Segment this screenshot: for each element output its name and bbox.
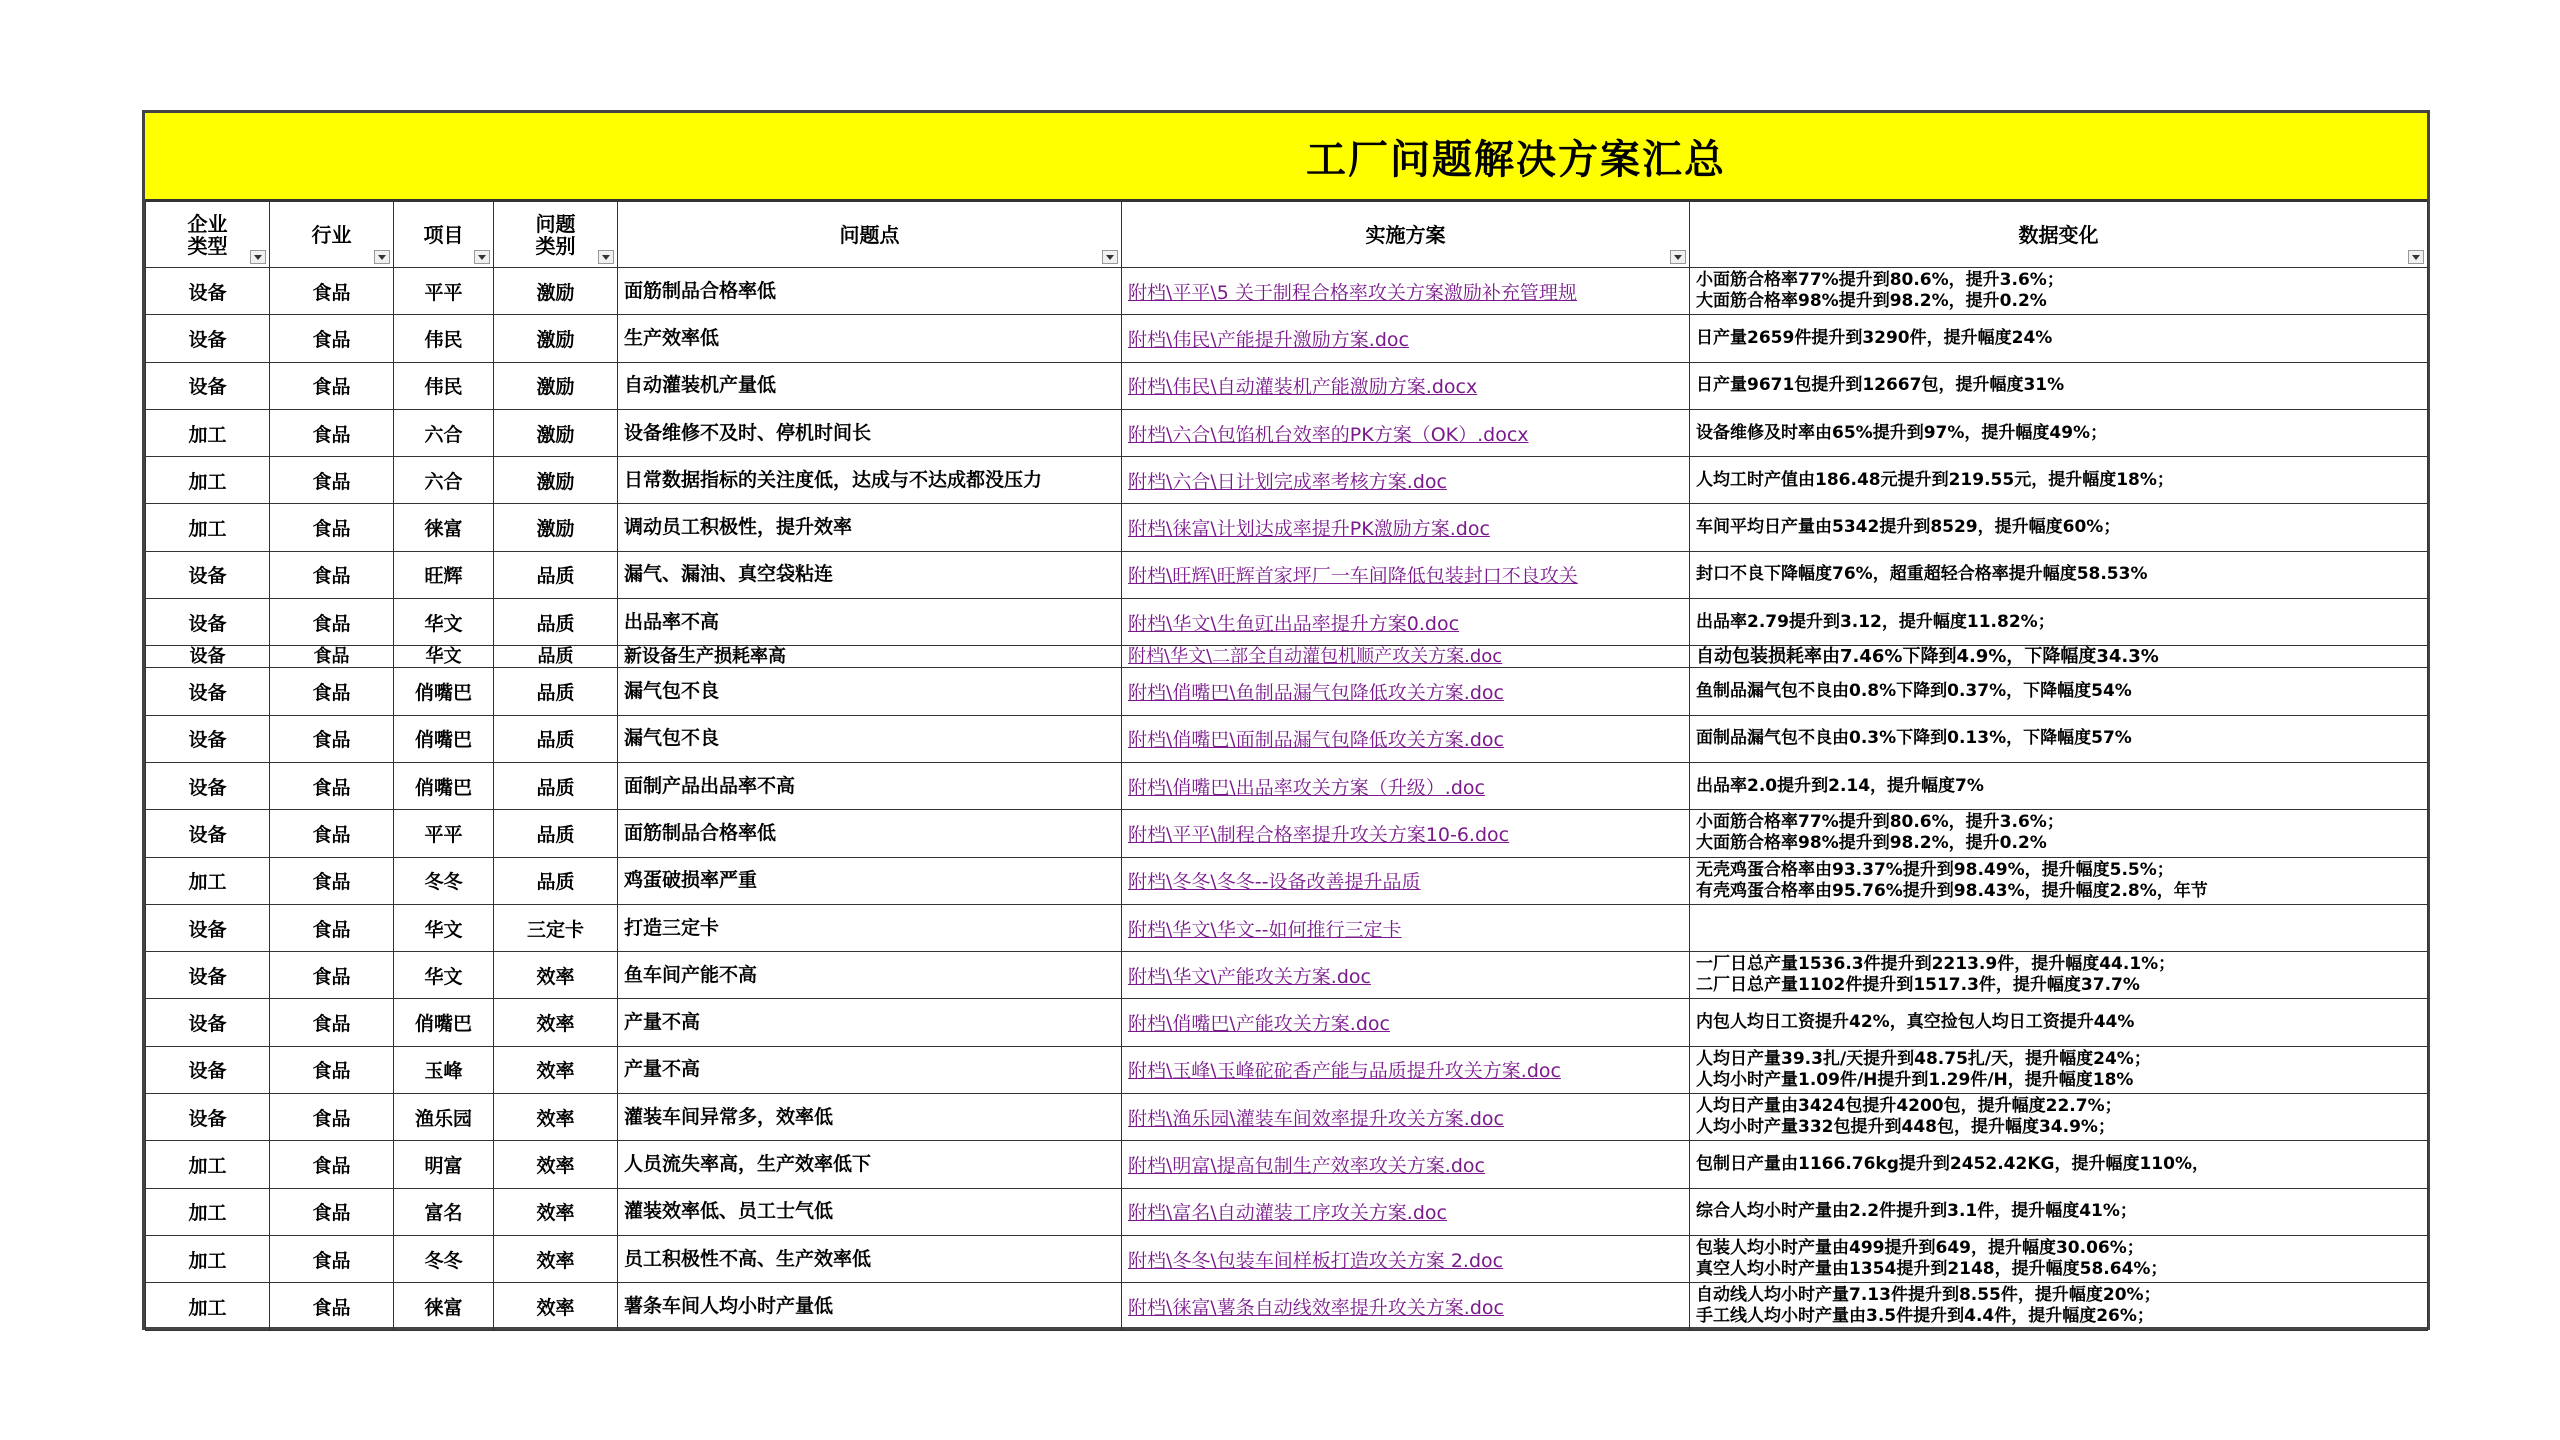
cell-project: 俏嘴巴 bbox=[394, 715, 494, 762]
cell-enterprise-type: 设备 bbox=[146, 268, 270, 315]
title-bar bbox=[145, 113, 2427, 201]
cell-problem: 薯条车间人均小时产量低 bbox=[618, 1283, 1122, 1330]
cell-enterprise-type: 设备 bbox=[146, 1046, 270, 1093]
cell-enterprise-type: 设备 bbox=[146, 315, 270, 362]
cell-solution-link[interactable]: 附档\冬冬\冬冬--设备改善提升品质 bbox=[1122, 857, 1690, 904]
cell-enterprise-type: 加工 bbox=[146, 1235, 270, 1282]
cell-category: 激励 bbox=[494, 504, 618, 551]
cell-industry: 食品 bbox=[270, 1141, 394, 1188]
cell-problem: 人员流失率高，生产效率低下 bbox=[618, 1141, 1122, 1188]
header-label: 项目 bbox=[423, 222, 464, 247]
filter-dropdown-icon[interactable] bbox=[250, 250, 266, 264]
cell-solution-link[interactable]: 附档\旺辉\旺辉首家坪厂一车间降低包装封口不良攻关 bbox=[1122, 551, 1690, 598]
cell-solution-link[interactable]: 附档\华文\华文--如何推行三定卡 bbox=[1122, 904, 1690, 951]
header-industry bbox=[270, 202, 394, 268]
cell-enterprise-type: 设备 bbox=[146, 362, 270, 409]
cell-enterprise-type: 设备 bbox=[146, 810, 270, 857]
cell-enterprise-type: 设备 bbox=[146, 952, 270, 999]
cell-category: 品质 bbox=[494, 715, 618, 762]
cell-problem: 灌装效率低、员工士气低 bbox=[618, 1188, 1122, 1235]
cell-enterprise-type: 设备 bbox=[146, 551, 270, 598]
cell-industry: 食品 bbox=[270, 904, 394, 951]
header-label: 问题 类别 bbox=[535, 211, 576, 258]
header-label: 数据变化 bbox=[2018, 222, 2099, 247]
cell-project: 俏嘴巴 bbox=[394, 762, 494, 809]
cell-problem: 鸡蛋破损率严重 bbox=[618, 857, 1122, 904]
cell-project: 俏嘴巴 bbox=[394, 668, 494, 715]
table-row bbox=[146, 857, 2428, 904]
table-row bbox=[146, 409, 2428, 456]
cell-category: 效率 bbox=[494, 952, 618, 999]
cell-project: 华文 bbox=[394, 952, 494, 999]
cell-industry: 食品 bbox=[270, 1046, 394, 1093]
cell-solution-link[interactable]: 附档\华文\二部全自动灌包机顺产攻关方案.doc bbox=[1122, 646, 1690, 668]
cell-project: 华文 bbox=[394, 646, 494, 668]
cell-data-change: 车间平均日产量由5342提升到8529，提升幅度60%； bbox=[1690, 504, 2428, 551]
cell-industry: 食品 bbox=[270, 1235, 394, 1282]
table-row bbox=[146, 1235, 2428, 1282]
table-row bbox=[146, 1188, 2428, 1235]
cell-problem: 调动员工积极性，提升效率 bbox=[618, 504, 1122, 551]
cell-data-change: 日产量9671包提升到12667包，提升幅度31% bbox=[1690, 362, 2428, 409]
table-row bbox=[146, 1046, 2428, 1093]
cell-industry: 食品 bbox=[270, 1094, 394, 1141]
cell-solution-link[interactable]: 附档\渔乐园\灌装车间效率提升攻关方案.doc bbox=[1122, 1094, 1690, 1141]
cell-category: 三定卡 bbox=[494, 904, 618, 951]
cell-project: 俏嘴巴 bbox=[394, 999, 494, 1046]
cell-enterprise-type: 设备 bbox=[146, 599, 270, 646]
cell-category: 效率 bbox=[494, 1188, 618, 1235]
header-problem bbox=[618, 202, 1122, 268]
cell-project: 平平 bbox=[394, 268, 494, 315]
table-row bbox=[146, 457, 2428, 504]
cell-enterprise-type: 加工 bbox=[146, 857, 270, 904]
table-row bbox=[146, 1094, 2428, 1141]
cell-category: 品质 bbox=[494, 668, 618, 715]
cell-project: 玉峰 bbox=[394, 1046, 494, 1093]
cell-data-change bbox=[1690, 904, 2428, 951]
cell-category: 效率 bbox=[494, 1094, 618, 1141]
cell-enterprise-type: 设备 bbox=[146, 668, 270, 715]
cell-category: 品质 bbox=[494, 599, 618, 646]
cell-data-change: 设备维修及时率由65%提升到97%，提升幅度49%； bbox=[1690, 409, 2428, 456]
cell-industry: 食品 bbox=[270, 268, 394, 315]
cell-project: 冬冬 bbox=[394, 1235, 494, 1282]
cell-data-change: 无壳鸡蛋合格率由93.37%提升到98.49%，提升幅度5.5%； 有壳鸡蛋合格率由95.76%提升到98.43%，提升幅度2.8%，年节 bbox=[1690, 857, 2428, 904]
cell-project: 华文 bbox=[394, 904, 494, 951]
cell-data-change: 出品率2.79提升到3.12，提升幅度11.82%； bbox=[1690, 599, 2428, 646]
cell-industry: 食品 bbox=[270, 952, 394, 999]
cell-enterprise-type: 设备 bbox=[146, 762, 270, 809]
cell-solution-link[interactable]: 附档\华文\产能攻关方案.doc bbox=[1122, 952, 1690, 999]
spreadsheet bbox=[142, 110, 2430, 1330]
cell-problem: 面制产品出品率不高 bbox=[618, 762, 1122, 809]
cell-solution-link[interactable]: 附档\明富\提高包制生产效率攻关方案.doc bbox=[1122, 1141, 1690, 1188]
table-row bbox=[146, 315, 2428, 362]
cell-problem: 生产效率低 bbox=[618, 315, 1122, 362]
header-data-change bbox=[1690, 202, 2428, 268]
cell-industry: 食品 bbox=[270, 1188, 394, 1235]
cell-industry: 食品 bbox=[270, 999, 394, 1046]
cell-enterprise-type: 设备 bbox=[146, 1094, 270, 1141]
header-row bbox=[146, 202, 2428, 268]
cell-category: 激励 bbox=[494, 362, 618, 409]
cell-enterprise-type: 设备 bbox=[146, 646, 270, 668]
cell-data-change: 日产量2659件提升到3290件，提升幅度24% bbox=[1690, 315, 2428, 362]
cell-data-change: 人均工时产值由186.48元提升到219.55元，提升幅度18%； bbox=[1690, 457, 2428, 504]
cell-problem: 日常数据指标的关注度低，达成与不达成都没压力 bbox=[618, 457, 1122, 504]
cell-enterprise-type: 加工 bbox=[146, 1141, 270, 1188]
cell-data-change: 综合人均小时产量由2.2件提升到3.1件，提升幅度41%； bbox=[1690, 1188, 2428, 1235]
cell-problem: 灌装车间异常多，效率低 bbox=[618, 1094, 1122, 1141]
header-label: 问题点 bbox=[839, 222, 900, 247]
filter-dropdown-icon[interactable] bbox=[1102, 250, 1118, 264]
cell-industry: 食品 bbox=[270, 810, 394, 857]
cell-data-change: 一厂日总产量1536.3件提升到2213.9件，提升幅度44.1%； 二厂日总产量1102件提升到1517.3件，提升幅度37.7% bbox=[1690, 952, 2428, 999]
cell-industry: 食品 bbox=[270, 504, 394, 551]
cell-industry: 食品 bbox=[270, 857, 394, 904]
cell-industry: 食品 bbox=[270, 715, 394, 762]
cell-solution-link[interactable]: 附档\俏嘴巴\产能攻关方案.doc bbox=[1122, 999, 1690, 1046]
cell-solution-link[interactable]: 附档\平平\制程合格率提升攻关方案10-6.doc bbox=[1122, 810, 1690, 857]
cell-problem: 新设备生产损耗率高 bbox=[618, 646, 1122, 668]
cell-industry: 食品 bbox=[270, 762, 394, 809]
cell-category: 效率 bbox=[494, 1235, 618, 1282]
cell-category: 品质 bbox=[494, 646, 618, 668]
cell-project: 六合 bbox=[394, 409, 494, 456]
cell-enterprise-type: 加工 bbox=[146, 1188, 270, 1235]
cell-solution-link[interactable]: 附档\伟民\产能提升激励方案.doc bbox=[1122, 315, 1690, 362]
cell-data-change: 面制品漏气包不良由0.3%下降到0.13%，下降幅度57% bbox=[1690, 715, 2428, 762]
cell-project: 明富 bbox=[394, 1141, 494, 1188]
cell-problem: 鱼车间产能不高 bbox=[618, 952, 1122, 999]
cell-enterprise-type: 加工 bbox=[146, 1283, 270, 1330]
cell-category: 效率 bbox=[494, 1141, 618, 1188]
filter-dropdown-icon[interactable] bbox=[374, 250, 390, 264]
cell-industry: 食品 bbox=[270, 551, 394, 598]
cell-industry: 食品 bbox=[270, 646, 394, 668]
cell-project: 徕富 bbox=[394, 1283, 494, 1330]
cell-category: 激励 bbox=[494, 268, 618, 315]
filter-dropdown-icon[interactable] bbox=[474, 250, 490, 264]
cell-data-change: 小面筋合格率77%提升到80.6%，提升3.6%； 大面筋合格率98%提升到98.2%，提升0.2% bbox=[1690, 810, 2428, 857]
cell-solution-link[interactable]: 附档\俏嘴巴\出品率攻关方案（升级）.doc bbox=[1122, 762, 1690, 809]
table-row bbox=[146, 715, 2428, 762]
cell-data-change: 自动包装损耗率由7.46%下降到4.9%，下降幅度34.3% bbox=[1690, 646, 2428, 668]
header-enterprise-type bbox=[146, 202, 270, 268]
cell-category: 激励 bbox=[494, 315, 618, 362]
cell-enterprise-type: 加工 bbox=[146, 504, 270, 551]
cell-category: 品质 bbox=[494, 551, 618, 598]
solutions-table bbox=[145, 201, 2428, 1331]
cell-enterprise-type: 设备 bbox=[146, 904, 270, 951]
cell-project: 华文 bbox=[394, 599, 494, 646]
header-label: 企业 类型 bbox=[187, 211, 228, 258]
cell-solution-link[interactable]: 附档\富名\自动灌装工序攻关方案.doc bbox=[1122, 1188, 1690, 1235]
cell-data-change: 内包人均日工资提升42%，真空捡包人均日工资提升44% bbox=[1690, 999, 2428, 1046]
cell-category: 效率 bbox=[494, 1046, 618, 1093]
header-label: 实施方案 bbox=[1365, 222, 1446, 247]
cell-solution-link[interactable]: 附档\徕富\计划达成率提升PK激励方案.doc bbox=[1122, 504, 1690, 551]
cell-category: 激励 bbox=[494, 409, 618, 456]
cell-problem: 出品率不高 bbox=[618, 599, 1122, 646]
cell-problem: 漏气、漏油、真空袋粘连 bbox=[618, 551, 1122, 598]
cell-category: 品质 bbox=[494, 762, 618, 809]
cell-category: 效率 bbox=[494, 999, 618, 1046]
cell-solution-link[interactable]: 附档\六合\包馅机台效率的PK方案（OK）.docx bbox=[1122, 409, 1690, 456]
cell-industry: 食品 bbox=[270, 1283, 394, 1330]
cell-problem: 设备维修不及时、停机时间长 bbox=[618, 409, 1122, 456]
table-row bbox=[146, 904, 2428, 951]
cell-solution-link[interactable]: 附档\六合\日计划完成率考核方案.doc bbox=[1122, 457, 1690, 504]
cell-problem: 面筋制品合格率低 bbox=[618, 268, 1122, 315]
cell-solution-link[interactable]: 附档\俏嘴巴\鱼制品漏气包降低攻关方案.doc bbox=[1122, 668, 1690, 715]
cell-solution-link[interactable]: 附档\华文\生鱼豇出品率提升方案0.doc bbox=[1122, 599, 1690, 646]
cell-data-change: 包装人均小时产量由499提升到649，提升幅度30.06%； 真空人均小时产量由1354提升到2148，提升幅度58.64%； bbox=[1690, 1235, 2428, 1282]
cell-industry: 食品 bbox=[270, 599, 394, 646]
table-row bbox=[146, 551, 2428, 598]
cell-project: 冬冬 bbox=[394, 857, 494, 904]
cell-data-change: 包制日产量由1166.76kg提升到2452.42KG，提升幅度110%， bbox=[1690, 1141, 2428, 1188]
cell-problem: 面筋制品合格率低 bbox=[618, 810, 1122, 857]
filter-dropdown-icon[interactable] bbox=[2408, 250, 2424, 264]
filter-dropdown-icon[interactable] bbox=[598, 250, 614, 264]
cell-problem: 产量不高 bbox=[618, 1046, 1122, 1093]
cell-problem: 打造三定卡 bbox=[618, 904, 1122, 951]
header-solution bbox=[1122, 202, 1690, 268]
cell-problem: 漏气包不良 bbox=[618, 715, 1122, 762]
cell-solution-link[interactable]: 附档\冬冬\包装车间样板打造攻关方案 2.doc bbox=[1122, 1235, 1690, 1282]
table-body bbox=[146, 268, 2428, 1331]
table-row bbox=[146, 362, 2428, 409]
cell-industry: 食品 bbox=[270, 668, 394, 715]
cell-project: 徕富 bbox=[394, 504, 494, 551]
cell-category: 品质 bbox=[494, 810, 618, 857]
cell-problem: 漏气包不良 bbox=[618, 668, 1122, 715]
header-label: 行业 bbox=[311, 222, 352, 247]
cell-data-change: 自动线人均小时产量7.13件提升到8.55件，提升幅度20%； 手工线人均小时产量由3.5件提升到4.4件，提升幅度26%； bbox=[1690, 1283, 2428, 1330]
table-row bbox=[146, 810, 2428, 857]
cell-problem: 产量不高 bbox=[618, 999, 1122, 1046]
filter-dropdown-icon[interactable] bbox=[1670, 250, 1686, 264]
cell-category: 效率 bbox=[494, 1283, 618, 1330]
cell-enterprise-type: 加工 bbox=[146, 457, 270, 504]
header-project bbox=[394, 202, 494, 268]
cell-data-change: 人均日产量由3424包提升4200包，提升幅度22.7%； 人均小时产量332包提升到448包，提升幅度34.9%； bbox=[1690, 1094, 2428, 1141]
table-row bbox=[146, 999, 2428, 1046]
cell-project: 平平 bbox=[394, 810, 494, 857]
cell-enterprise-type: 加工 bbox=[146, 409, 270, 456]
cell-project: 伟民 bbox=[394, 315, 494, 362]
cell-enterprise-type: 设备 bbox=[146, 999, 270, 1046]
table-row bbox=[146, 599, 2428, 646]
cell-industry: 食品 bbox=[270, 315, 394, 362]
sheet-title: 工厂问题解决方案汇总 bbox=[1306, 135, 1726, 183]
cell-category: 激励 bbox=[494, 457, 618, 504]
cell-solution-link[interactable]: 附档\平平\5 关于制程合格率攻关方案激励补充管理规 bbox=[1122, 268, 1690, 315]
cell-project: 富名 bbox=[394, 1188, 494, 1235]
header-category bbox=[494, 202, 618, 268]
cell-project: 旺辉 bbox=[394, 551, 494, 598]
cell-data-change: 封口不良下降幅度76%，超重超轻合格率提升幅度58.53% bbox=[1690, 551, 2428, 598]
table-row bbox=[146, 762, 2428, 809]
cell-project: 伟民 bbox=[394, 362, 494, 409]
table-row bbox=[146, 646, 2428, 668]
table-row bbox=[146, 1141, 2428, 1188]
cell-data-change: 小面筋合格率77%提升到80.6%，提升3.6%； 大面筋合格率98%提升到98.2%，提升0.2% bbox=[1690, 268, 2428, 315]
cell-data-change: 人均日产量39.3扎/天提升到48.75扎/天，提升幅度24%； 人均小时产量1.09件/H提升到1.29件/H，提升幅度18% bbox=[1690, 1046, 2428, 1093]
cell-category: 品质 bbox=[494, 857, 618, 904]
cell-project: 渔乐园 bbox=[394, 1094, 494, 1141]
cell-industry: 食品 bbox=[270, 457, 394, 504]
cell-data-change: 出品率2.0提升到2.14，提升幅度7% bbox=[1690, 762, 2428, 809]
table-row bbox=[146, 268, 2428, 315]
cell-solution-link[interactable]: 附档\伟民\自动灌装机产能激励方案.docx bbox=[1122, 362, 1690, 409]
cell-data-change: 鱼制品漏气包不良由0.8%下降到0.37%，下降幅度54% bbox=[1690, 668, 2428, 715]
table-row bbox=[146, 668, 2428, 715]
cell-solution-link[interactable]: 附档\徕富\薯条自动线效率提升攻关方案.doc bbox=[1122, 1283, 1690, 1330]
table-row bbox=[146, 504, 2428, 551]
cell-problem: 员工积极性不高、生产效率低 bbox=[618, 1235, 1122, 1282]
cell-solution-link[interactable]: 附档\俏嘴巴\面制品漏气包降低攻关方案.doc bbox=[1122, 715, 1690, 762]
cell-enterprise-type: 设备 bbox=[146, 715, 270, 762]
table-row bbox=[146, 1283, 2428, 1330]
cell-industry: 食品 bbox=[270, 362, 394, 409]
cell-problem: 自动灌装机产量低 bbox=[618, 362, 1122, 409]
table-row bbox=[146, 952, 2428, 999]
cell-solution-link[interactable]: 附档\玉峰\玉峰砣砣香产能与品质提升攻关方案.doc bbox=[1122, 1046, 1690, 1093]
cell-industry: 食品 bbox=[270, 409, 394, 456]
cell-project: 六合 bbox=[394, 457, 494, 504]
